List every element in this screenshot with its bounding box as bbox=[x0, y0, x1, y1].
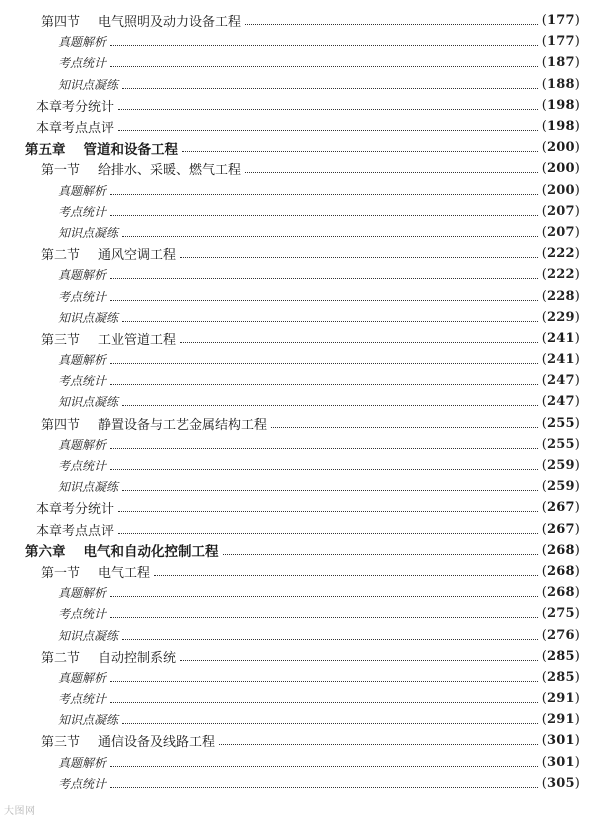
toc-entry-label: 第六章 bbox=[25, 544, 66, 561]
toc-entry-page-number: 241 bbox=[546, 330, 575, 346]
toc-entry-page-number: 275 bbox=[546, 606, 575, 622]
dot-leader bbox=[122, 405, 538, 406]
toc-entry-title: 静置设备与工艺金属结构工程 bbox=[98, 417, 268, 433]
toc-entry-title: 知识点凝练 bbox=[58, 77, 119, 92]
toc-entry-page-number: 229 bbox=[546, 309, 575, 325]
dot-leader bbox=[245, 24, 538, 25]
dot-leader bbox=[223, 554, 538, 555]
toc-entry-page-number: 259 bbox=[546, 458, 575, 474]
toc-entry-title: 考点统计 bbox=[58, 692, 107, 707]
toc-entry-title: 本章考分统计 bbox=[36, 502, 115, 518]
toc-entry-title: 电气和自动化控制工程 bbox=[83, 544, 219, 561]
toc-entry-title: 知识点凝练 bbox=[58, 395, 119, 410]
toc-entry-page-number: 247 bbox=[546, 394, 575, 410]
dot-leader bbox=[110, 384, 538, 385]
toc-entry-sub: 真题解析 (285) bbox=[58, 669, 580, 685]
toc-entry-sub: 真题解析 (301) bbox=[58, 754, 580, 770]
toc-entry-title: 通信设备及线路工程 bbox=[98, 735, 216, 751]
toc-entry-title: 电气照明及动力设备工程 bbox=[98, 15, 242, 31]
toc-entry-title: 真题解析 bbox=[58, 670, 107, 685]
toc-entry-sub: 真题解析 (255) bbox=[58, 436, 580, 452]
toc-entry-sub: 知识点凝练 (276) bbox=[58, 627, 580, 643]
toc-entry-chapter: 第五章 管道和设备工程 (200) bbox=[25, 140, 580, 158]
toc-entry-title: 真题解析 bbox=[58, 353, 107, 368]
toc-entry-page-number: 200 bbox=[546, 161, 575, 177]
toc-entry-page-number: 207 bbox=[546, 224, 575, 240]
toc-entry-section: 第一节 电气工程 (268) bbox=[41, 563, 580, 581]
toc-entry-chapter: 第六章 电气和自动化控制工程 (268) bbox=[25, 542, 580, 561]
toc-entry-page-number: 241 bbox=[546, 352, 575, 368]
toc-entry-page-number: 198 bbox=[546, 97, 575, 113]
toc-entry-label: 第三节 bbox=[41, 735, 81, 751]
dot-leader bbox=[154, 575, 538, 576]
toc-entry-label: 第二节 bbox=[41, 650, 81, 666]
toc-entry-sub: 考点统计 (228) bbox=[58, 288, 580, 304]
toc-entry-section: 第三节 工业管道工程 (241) bbox=[41, 330, 580, 348]
toc-entry-page-number: 198 bbox=[546, 119, 575, 135]
toc-entry-page-number: 259 bbox=[546, 479, 575, 495]
dot-leader bbox=[180, 257, 538, 258]
toc-entry-page-number: 207 bbox=[546, 203, 575, 219]
dot-leader bbox=[271, 427, 538, 428]
toc-entry-title: 真题解析 bbox=[58, 35, 107, 50]
toc-entry-page-number: 222 bbox=[546, 267, 575, 283]
toc-entry-page-number: 247 bbox=[546, 373, 575, 389]
toc-entry-title: 真题解析 bbox=[58, 268, 107, 283]
toc-entry-page-number: 200 bbox=[546, 140, 575, 156]
dot-leader bbox=[110, 681, 538, 682]
toc-entry-title: 工业管道工程 bbox=[98, 332, 177, 348]
toc-entry-page-number: 301 bbox=[546, 733, 575, 749]
dot-leader bbox=[180, 342, 538, 343]
toc-entry-title: 本章考点点评 bbox=[36, 523, 115, 539]
toc-entry-label: 第一节 bbox=[41, 163, 81, 179]
toc-entry-sub: 真题解析 (222) bbox=[58, 267, 580, 283]
dot-leader bbox=[110, 469, 538, 470]
toc-entry-title: 考点统计 bbox=[58, 289, 107, 304]
dot-leader bbox=[110, 617, 538, 618]
toc-entry-page-number: 255 bbox=[546, 415, 575, 431]
toc-entry-title: 管道和设备工程 bbox=[83, 141, 178, 158]
dot-leader bbox=[110, 766, 538, 767]
toc-entry-title: 知识点凝练 bbox=[58, 713, 119, 728]
toc-entry-sub: 考点统计 (259) bbox=[58, 458, 580, 474]
toc-entry-sub: 知识点凝练 (247) bbox=[58, 394, 580, 410]
toc-entry-label: 第二节 bbox=[41, 248, 81, 264]
toc-entry-title: 考点统计 bbox=[58, 56, 107, 71]
dot-leader bbox=[219, 744, 538, 745]
toc-entry-title: 知识点凝练 bbox=[58, 310, 119, 325]
toc-entry-page-number: 255 bbox=[546, 436, 575, 452]
toc-entry-title: 真题解析 bbox=[58, 183, 107, 198]
dot-leader bbox=[110, 448, 538, 449]
toc-entry-summary: 本章考分统计 (267) bbox=[36, 500, 580, 518]
toc-entry-sub: 知识点凝练 (259) bbox=[58, 479, 580, 495]
dot-leader bbox=[122, 88, 538, 89]
toc-entry-title: 考点统计 bbox=[58, 204, 107, 219]
toc-entry-page-number: 177 bbox=[546, 34, 575, 50]
table-of-contents bbox=[0, 10, 602, 794]
toc-entry-summary: 本章考分统计 (198) bbox=[36, 97, 580, 115]
toc-entry-page-number: 305 bbox=[546, 775, 575, 791]
dot-leader bbox=[110, 278, 538, 279]
toc-entry-section: 第二节 自动控制系统 (285) bbox=[41, 648, 580, 666]
dot-leader bbox=[110, 45, 538, 46]
toc-entry-title: 真题解析 bbox=[58, 755, 107, 770]
dot-leader bbox=[122, 639, 538, 640]
dot-leader bbox=[118, 109, 538, 110]
dot-leader bbox=[182, 151, 538, 152]
toc-entry-title: 真题解析 bbox=[58, 586, 107, 601]
toc-entry-sub: 知识点凝练 (291) bbox=[58, 712, 580, 728]
toc-entry-page-number: 267 bbox=[546, 521, 575, 537]
dot-leader bbox=[122, 490, 538, 491]
dot-leader bbox=[110, 66, 538, 67]
dot-leader bbox=[245, 172, 538, 173]
toc-entry-page-number: 200 bbox=[546, 182, 575, 198]
toc-entry-title: 本章考分统计 bbox=[36, 99, 115, 115]
toc-entry-sub: 知识点凝练 (229) bbox=[58, 309, 580, 325]
toc-entry-title: 本章考点点评 bbox=[36, 121, 115, 137]
toc-entry-title: 自动控制系统 bbox=[98, 650, 177, 666]
toc-entry-section: 第三节 通信设备及线路工程 (301) bbox=[41, 733, 580, 751]
toc-entry-section: 第四节 静置设备与工艺金属结构工程 (255) bbox=[41, 415, 580, 433]
dot-leader bbox=[180, 660, 538, 661]
toc-entry-page-number: 267 bbox=[546, 500, 575, 516]
toc-entry-title: 电气工程 bbox=[98, 565, 151, 581]
toc-entry-label: 第四节 bbox=[41, 15, 81, 31]
dot-leader bbox=[122, 321, 538, 322]
toc-entry-sub: 考点统计 (275) bbox=[58, 606, 580, 622]
toc-entry-page-number: 301 bbox=[546, 754, 575, 770]
toc-entry-sub: 考点统计 (305) bbox=[58, 775, 580, 791]
toc-entry-section: 第二节 通风空调工程 (222) bbox=[41, 246, 580, 264]
toc-entry-label: 第一节 bbox=[41, 565, 81, 581]
dot-leader bbox=[122, 723, 538, 724]
dot-leader bbox=[122, 236, 538, 237]
toc-entry-label: 第三节 bbox=[41, 332, 81, 348]
toc-entry-title: 知识点凝练 bbox=[58, 628, 119, 643]
toc-entry-sub: 考点统计 (291) bbox=[58, 691, 580, 707]
toc-entry-title: 给排水、采暖、燃气工程 bbox=[98, 163, 242, 179]
toc-entry-summary: 本章考点点评 (198) bbox=[36, 119, 580, 137]
toc-entry-sub: 真题解析 (177) bbox=[58, 34, 580, 50]
toc-entry-title: 知识点凝练 bbox=[58, 225, 119, 240]
dot-leader bbox=[118, 533, 538, 534]
toc-entry-sub: 知识点凝练 (207) bbox=[58, 224, 580, 240]
toc-entry-page-number: 268 bbox=[546, 542, 575, 558]
toc-entry-title: 考点统计 bbox=[58, 459, 107, 474]
toc-entry-title: 知识点凝练 bbox=[58, 480, 119, 495]
toc-entry-page-number: 285 bbox=[546, 669, 575, 685]
toc-entry-sub: 知识点凝练 (188) bbox=[58, 76, 580, 92]
dot-leader bbox=[110, 215, 538, 216]
toc-entry-page-number: 222 bbox=[546, 246, 575, 262]
toc-entry-page-number: 291 bbox=[546, 691, 575, 707]
toc-entry-label: 第四节 bbox=[41, 417, 81, 433]
toc-entry-title: 考点统计 bbox=[58, 607, 107, 622]
toc-entry-sub: 真题解析 (241) bbox=[58, 352, 580, 368]
toc-entry-sub: 考点统计 (247) bbox=[58, 373, 580, 389]
watermark: 大图网 bbox=[4, 806, 36, 817]
dot-leader bbox=[110, 702, 538, 703]
toc-entry-page-number: 177 bbox=[546, 13, 575, 29]
dot-leader bbox=[110, 596, 538, 597]
toc-entry-label: 第五章 bbox=[25, 141, 66, 158]
toc-entry-sub: 真题解析 (200) bbox=[58, 182, 580, 198]
dot-leader bbox=[110, 300, 538, 301]
dot-leader bbox=[110, 787, 538, 788]
toc-entry-sub: 真题解析 (268) bbox=[58, 585, 580, 601]
toc-entry-title: 考点统计 bbox=[58, 374, 107, 389]
toc-entry-section: 第一节 给排水、采暖、燃气工程 (200) bbox=[41, 161, 580, 179]
toc-entry-page-number: 268 bbox=[546, 563, 575, 579]
toc-entry-page-number: 228 bbox=[546, 288, 575, 304]
toc-entry-page-number: 276 bbox=[546, 627, 575, 643]
toc-entry-sub: 考点统计 (207) bbox=[58, 203, 580, 219]
toc-entry-summary: 本章考点点评 (267) bbox=[36, 521, 580, 539]
toc-entry-page-number: 285 bbox=[546, 648, 575, 664]
toc-entry-title: 考点统计 bbox=[58, 776, 107, 791]
toc-entry-sub: 考点统计 (187) bbox=[58, 55, 580, 71]
dot-leader bbox=[118, 130, 538, 131]
toc-entry-section: 第四节 电气照明及动力设备工程 (177) bbox=[41, 13, 580, 31]
toc-entry-title: 真题解析 bbox=[58, 437, 107, 452]
dot-leader bbox=[110, 194, 538, 195]
toc-entry-page-number: 188 bbox=[546, 76, 575, 92]
toc-entry-page-number: 268 bbox=[546, 585, 575, 601]
dot-leader bbox=[118, 511, 538, 512]
toc-entry-title: 通风空调工程 bbox=[98, 248, 177, 264]
dot-leader bbox=[110, 363, 538, 364]
toc-entry-page-number: 291 bbox=[546, 712, 575, 728]
toc-entry-page-number: 187 bbox=[546, 55, 575, 71]
